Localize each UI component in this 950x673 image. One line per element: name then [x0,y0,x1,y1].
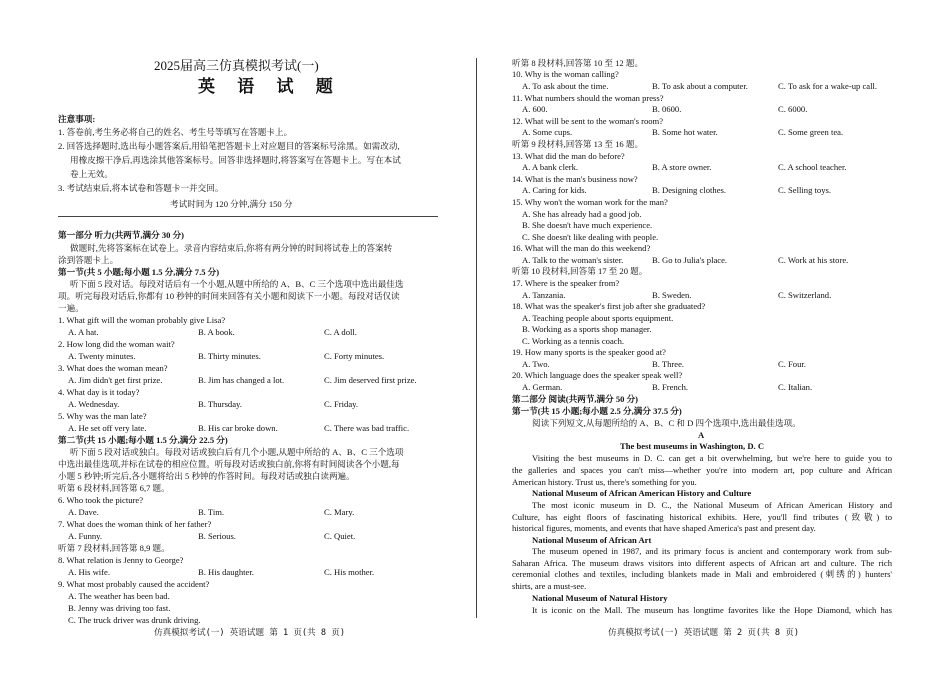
option-a: A. He set off very late. [68,423,147,433]
option-c: C. Some green tea. [778,127,844,137]
option-c: C. Forty minutes. [324,351,385,361]
option-a: A. A bank clerk. [522,162,579,172]
question: 13. What did the man do before? [512,151,625,161]
option-b: B. She doesn't have much experience. [522,220,653,230]
note-line: 卷上无效。 [70,169,113,179]
question: 15. Why won't the woman work for the man? [512,197,668,207]
option-a: A. Some cups. [522,127,573,137]
part2-heading: 第二部分 阅读(共两节,满分 50 分) [512,394,639,404]
question: 9. What most probably caused the accident? [58,579,210,589]
option-b: B. Thirty minutes. [198,351,261,361]
option-c: C. Jim deserved first prize. [324,375,417,385]
museum-heading: National Museum of Natural History [532,593,668,603]
part1-heading: 第一部分 听力(共两节,满分 30 分) [58,230,185,240]
passage-title: The best museums in Washington, D. C [620,441,765,451]
paragraph-line: historical figures, moments, and events that have shaped America's past and present day. [512,523,816,533]
option-a: A. A hat. [68,327,99,337]
option-a: A. Dave. [68,507,99,517]
material-label: 听第 7 段材料,回答第 8,9 题。 [58,543,170,553]
paragraph-line: shirts, are a must-see. [512,581,587,591]
paragraph-line: American history. Trust us, there's something for you. [512,477,697,487]
question: 12. What will be sent to the woman's room? [512,116,664,126]
material-label: 听第 10 段材料,回答第 17 至 20 题。 [512,266,648,276]
part1-intro: 做题时,先将答案标在试卷上。录音内容结束后,你将有两分钟的时间将试卷上的答案转 [70,243,393,253]
question: 11. What numbers should the woman press? [512,93,664,103]
section1-intro: 听下面 5 段对话。每段对话后有一个小题,从题中所给的 A、B、C 三个选项中选出最佳选 [70,279,404,289]
option-b: B. 0600. [652,104,682,114]
question: 3. What does the woman mean? [58,363,168,373]
option-b: B. Thursday. [198,399,242,409]
question: 10. Why is the woman calling? [512,69,619,79]
section2-intro: 听下面 5 段对话或独白。每段对话或独白后有几个小题,从题中所给的 A、B、C 三个选项 [70,447,404,457]
option-c: C. Work at his store. [778,255,849,265]
option-c: C. Italian. [778,382,813,392]
option-b: B. Tim. [198,507,225,517]
exam-title: 2025届高三仿真模拟考试(一) [154,58,319,73]
page-footer: 仿真模拟考试(一) 英语试题 第 2 页(共 8 页) [608,628,799,638]
question: 5. Why was the man late? [58,411,147,421]
option-b: B. His car broke down. [198,423,278,433]
option-c: C. His mother. [324,567,375,577]
option-b: B. Sweden. [652,290,692,300]
option-a: A. Tanzania. [522,290,566,300]
subject-title: 英 语 试 题 [198,77,342,96]
section2-intro: 小题 5 秒钟;听完后,各小题将给出 5 秒钟的作答时间。每段对话或独白读两遍。 [58,471,355,481]
passage-letter: A [698,430,705,440]
question: 17. Where is the speaker from? [512,278,620,288]
option-b: B. Some hot water. [652,127,718,137]
option-a: A. To ask about the time. [522,81,609,91]
option-b: B. Jenny was driving too fast. [68,603,171,613]
paragraph-line: ceremonial clothes and textiles, including blankets made in Mali and embroidered (刺绣的) hunters' [512,569,892,579]
page-1 [58,0,440,673]
page-2 [512,0,892,673]
option-c: C. Quiet. [324,531,356,541]
paragraph-line: Culture, has eight floors of fascinating historical exhibits. Here, you'll find tributes (致敬) to [512,512,892,522]
option-a: A. Caring for kids. [522,185,587,195]
header-rule [58,216,438,217]
paragraph-line: The museum opened in 1987, and its primary focus is ancient and contemporary work from sub- [532,546,892,556]
option-a: A. German. [522,382,563,392]
option-a: A. The weather has been bad. [68,591,170,601]
question: 2. How long did the woman wait? [58,339,175,349]
option-c: C. Friday. [324,399,359,409]
question: 19. How many sports is the speaker good at? [512,347,666,357]
option-c: C. To ask for a wake-up call. [778,81,877,91]
option-a: A. Wednesday. [68,399,120,409]
note-line: 1. 答卷前,考生务必将自己的姓名、考生号等填写在答题卡上。 [58,127,293,137]
option-b: B. Go to Julia's place. [652,255,728,265]
option-b: B. Designing clothes. [652,185,726,195]
option-b: B. His daughter. [198,567,254,577]
question: 8. What relation is Jenny to George? [58,555,184,565]
option-a: A. She has already had a good job. [522,209,642,219]
question: 18. What was the speaker's first job after she graduated? [512,301,706,311]
option-c: C. 6000. [778,104,808,114]
question: 16. What will the man do this weekend? [512,243,651,253]
reading-intro: 阅读下列短文,从每题所给的 A、B、C 和 D 四个选项中,选出最佳选项。 [532,418,801,428]
option-b: B. French. [652,382,689,392]
option-b: B. A book. [198,327,235,337]
question: 6. Who took the picture? [58,495,144,505]
note-line: 3. 考试结束后,将本试卷和答题卡一并交回。 [58,183,224,193]
option-c: C. Switzerland. [778,290,832,300]
option-a: A. His wife. [68,567,111,577]
option-a: A. Twenty minutes. [68,351,136,361]
option-b: B. Three. [652,359,685,369]
option-c: C. Mary. [324,507,355,517]
option-c: C. The truck driver was drunk driving. [68,615,201,625]
paragraph-line: It is iconic on the Mall. The museum has longtime favorites like the Hope Diamond, which has [532,605,892,615]
option-a: A. Two. [522,359,550,369]
section2-heading: 第二节(共 15 小题;每小题 1.5 分,满分 22.5 分) [58,435,228,445]
part1-intro: 涂到答题卡上。 [58,255,119,265]
option-a: A. 600. [522,104,548,114]
note-line: 用橡皮擦干净后,再选涂其他答案标号。回答非选择题时,将答案写在答题卡上。写在本试 [70,155,401,165]
option-b: B. Jim has changed a lot. [198,375,285,385]
option-c: C. Four. [778,359,806,369]
option-c: C. There was bad traffic. [324,423,410,433]
paragraph-line: the galleries and spaces you can't miss—whether you're into modern art, pop culture and African [512,465,892,475]
option-c: C. A doll. [324,327,357,337]
notes-heading: 注意事项: [58,114,96,124]
paragraph-line: Visiting the best museums in D. C. can get a bit overwhelming, but we're here to guide you to [532,453,892,463]
section1-heading: 第一节(共 5 小题;每小题 1.5 分,满分 7.5 分) [58,267,220,277]
option-c: C. Selling toys. [778,185,832,195]
time-note: 考试时间为 120 分钟,满分 150 分 [170,199,293,209]
page-footer: 仿真模拟考试(一) 英语试题 第 1 页(共 8 页) [154,628,345,638]
column-divider [476,58,477,618]
option-c: C. A school teacher. [778,162,847,172]
question: 14. What is the man's business now? [512,174,638,184]
museum-heading: National Museum of African Art [532,535,652,545]
paragraph-line: The most iconic museum in D. C., the National Museum of African American History and [532,500,892,510]
question: 7. What does the woman think of her father? [58,519,212,529]
question: 4. What day is it today? [58,387,140,397]
section1-intro: 一遍。 [58,303,84,313]
note-line: 2. 回答选择题时,选出每小题答案后,用铅笔把答题卡上对应题目的答案标号涂黑。如需改动, [58,141,400,151]
reading-section1-heading: 第一节(共 15 小题;每小题 2.5 分,满分 37.5 分) [512,406,682,416]
option-a: A. Funny. [68,531,103,541]
option-a: A. Jim didn't get first prize. [68,375,163,385]
material-label: 听第 8 段材料,回答第 10 至 12 题。 [512,58,644,68]
option-a: A. Talk to the woman's sister. [522,255,624,265]
paragraph-line: Saharan Africa. The museum draws visitors into different aspects of African art and culture. The rich [512,558,892,568]
option-c: C. Working as a tennis coach. [522,336,625,346]
option-b: B. A store owner. [652,162,712,172]
option-a: A. Teaching people about sports equipment. [522,313,674,323]
material-label: 听第 6 段材料,回答第 6,7 题。 [58,483,170,493]
section1-intro: 项。听完每段对话后,你都有 10 秒钟的时间来回答有关小题和阅读下一小题。每段对话仅读 [58,291,400,301]
option-b: B. Serious. [198,531,236,541]
option-c: C. She doesn't like dealing with people. [522,232,659,242]
section2-intro: 中选出最佳选项,并标在试卷的相应位置。听每段对话或独白前,你将有时间阅读各个小题,每 [58,459,400,469]
material-label: 听第 9 段材料,回答第 13 至 16 题。 [512,139,644,149]
question: 20. Which language does the speaker speak well? [512,370,683,380]
option-b: B. To ask about a computer. [652,81,748,91]
question: 1. What gift will the woman probably give Lisa? [58,315,226,325]
option-b: B. Working as a sports shop manager. [522,324,652,334]
museum-heading: National Museum of African American History and Culture [532,488,752,498]
